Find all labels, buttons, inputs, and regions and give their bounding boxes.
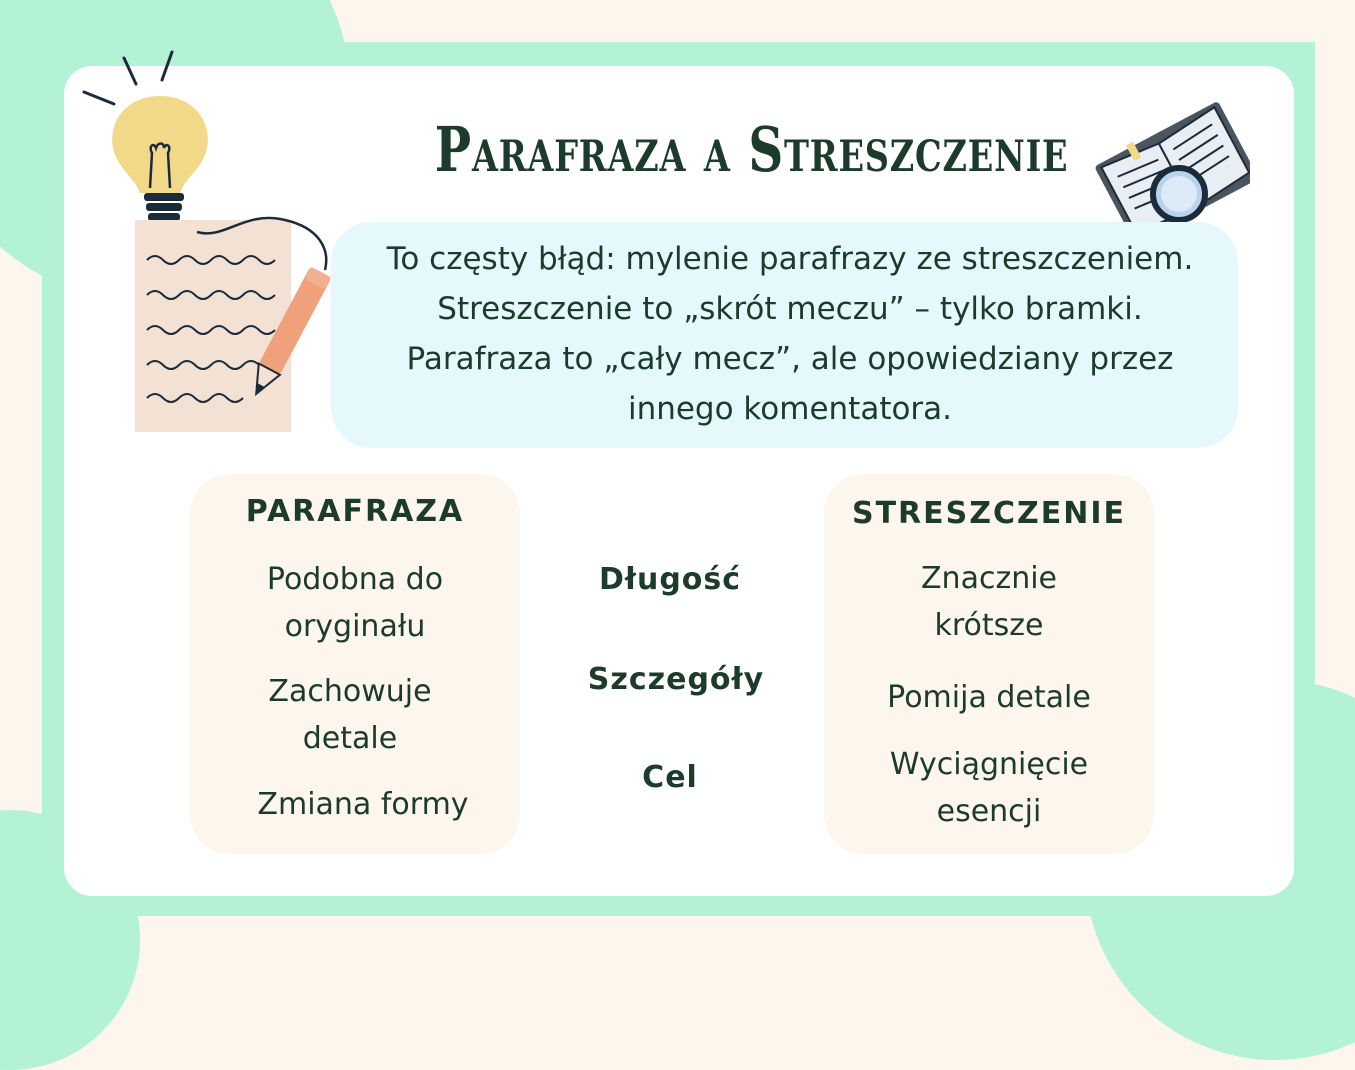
criterion-details: Szczegóły	[587, 662, 765, 697]
paraphrase-item-length: Podobna do oryginału	[266, 562, 444, 644]
paraphrase-item-purpose: Zmiana formy	[257, 787, 469, 822]
criterion-purpose: Cel	[642, 760, 698, 795]
summary-item-details: Pomija detale	[887, 680, 1091, 715]
paraphrase-item-details: Zachowuje detale	[268, 674, 432, 756]
intro-text: To częsty błąd: mylenie parafrazy ze streszczeniem. Streszczenie to „skrót meczu” – tylko bramki. Parafraza to „cały mecz”, ale opowiedziany przez innego komentatora.	[386, 241, 1194, 427]
page-title: Parafraza a Streszczenie	[434, 113, 1069, 186]
paraphrase-heading: PARAFRAZA	[245, 494, 465, 529]
pencil-paper-icon	[135, 180, 345, 435]
summary-item-length: Znacznie krótsze	[921, 561, 1057, 643]
summary-heading: STRESZCZENIE	[851, 496, 1127, 531]
criterion-length: Długość	[598, 562, 742, 597]
summary-item-purpose: Wyciągnięcie esencji	[889, 747, 1089, 829]
